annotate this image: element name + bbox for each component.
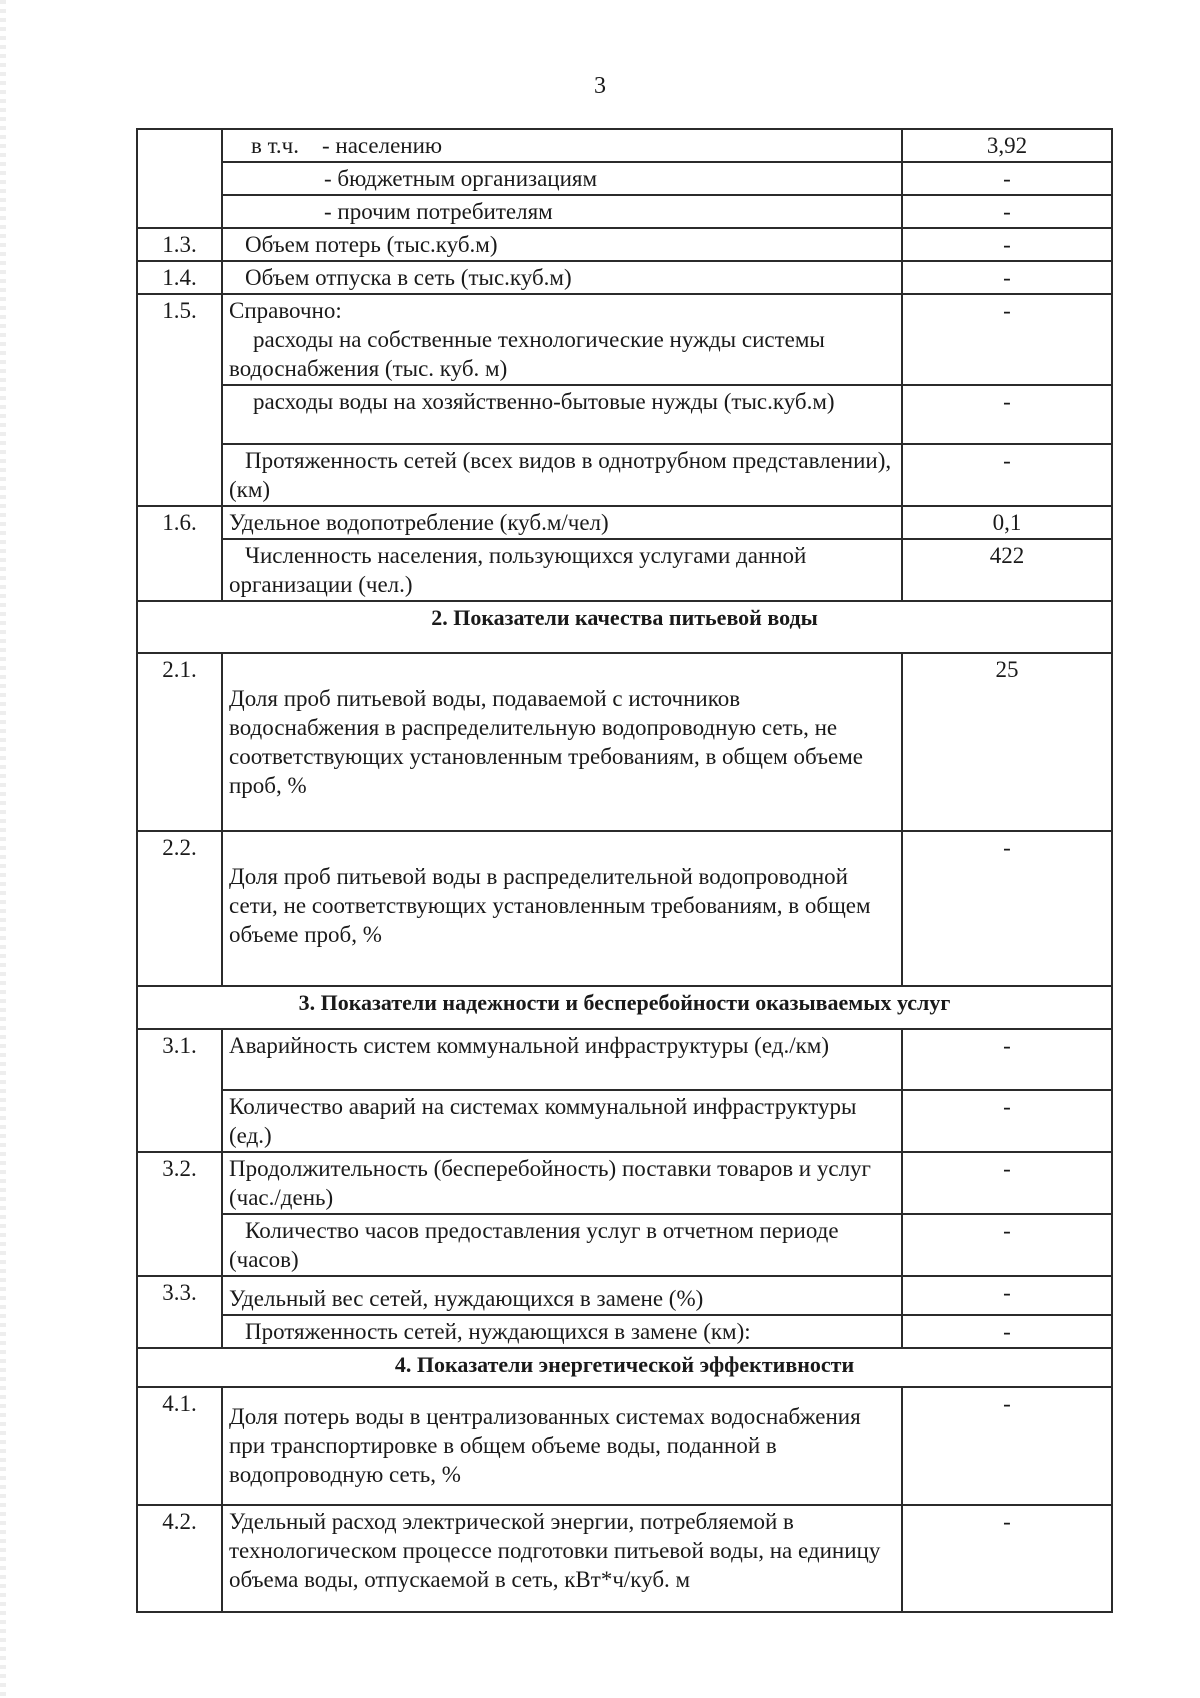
row-label: Доля потерь воды в централизованных системах водоснабжения при транспортировке в общем объеме воды, поданной в водопроводную сеть, %: [222, 1387, 902, 1505]
table-row: [137, 506, 1112, 539]
row-label: [222, 129, 902, 162]
row-number: 3.2.: [137, 1152, 222, 1276]
accident-rate-value: -: [902, 1029, 1112, 1090]
row-label: Аварийность систем коммунальной инфраструктуры (ед./км): [222, 1029, 902, 1090]
row-number: 1.3.: [137, 228, 222, 261]
supply-value: -: [902, 261, 1112, 294]
consumption-value: 0,1: [902, 506, 1112, 539]
replacement-length-value: -: [902, 1315, 1112, 1348]
row-label: [222, 444, 902, 506]
table-row: [137, 228, 1112, 261]
table-row: [137, 444, 1112, 506]
losses-value: -: [902, 228, 1112, 261]
table-row: [137, 1315, 1112, 1348]
population-count-value: 422: [902, 539, 1112, 601]
population-value: 3,92: [902, 129, 1112, 162]
table-row: [137, 1214, 1112, 1276]
row-label: [222, 195, 902, 228]
table-row: [137, 1505, 1112, 1612]
budget-label: - бюджетным организациям: [324, 166, 598, 191]
household-needs-value: -: [902, 385, 1112, 444]
row-number: 1.4.: [137, 261, 222, 294]
supply-label: Объем отпуска в сеть (тыс.куб.м): [245, 265, 572, 290]
replacement-length-label: Протяженность сетей, нуждающихся в замене (км):: [245, 1319, 751, 1344]
table-row: [137, 195, 1112, 228]
row-number: 4.1.: [137, 1387, 222, 1505]
row-label: Продолжительность (бесперебойность) поставки товаров и услуг (час./день): [222, 1152, 902, 1214]
table-row: [137, 539, 1112, 601]
household-needs-label: расходы воды на хозяйственно-бытовые нужды (тыс.куб.м): [253, 389, 835, 414]
replacement-share-value: -: [902, 1276, 1112, 1315]
row-label: Удельное водопотребление (куб.м/чел): [222, 506, 902, 539]
network-sample-share-value: -: [902, 831, 1112, 986]
section-header-row: [137, 1348, 1112, 1387]
network-length-label: Протяженность сетей (всех видов в однотрубном представлении), (км): [229, 448, 892, 502]
losses-label: Объем потерь (тыс.куб.м): [245, 232, 498, 257]
service-hours-value: -: [902, 1214, 1112, 1276]
table-row: [137, 261, 1112, 294]
row-number: 4.2.: [137, 1505, 222, 1612]
section-3-title: 3. Показатели надежности и бесперебойности оказываемых услуг: [137, 986, 1112, 1029]
reference-heading: Справочно:: [229, 298, 342, 323]
row-label: Количество аварий на системах коммунальной инфраструктуры (ед.): [222, 1090, 902, 1152]
table-row: [137, 385, 1112, 444]
table-row: [137, 1029, 1112, 1090]
row-label: Доля проб питьевой воды в распределительной водопроводной сети, не соответствующих установленным требованиям, в общем объеме проб, %: [222, 831, 902, 986]
row-label: [222, 539, 902, 601]
tech-needs-label: расходы на собственные технологические нужды системы водоснабжения (тыс. куб. м): [229, 327, 825, 381]
service-hours-label: Количество часов предоставления услуг в отчетном периоде (часов): [229, 1218, 839, 1272]
row-label: Удельный вес сетей, нуждающихся в замене (%): [222, 1276, 902, 1315]
population-count-label: Численность населения, пользующихся услугами данной организации (чел.): [229, 543, 807, 597]
table-row: [137, 129, 1112, 162]
row-label: [222, 294, 902, 385]
other-label: - прочим потребителям: [324, 199, 553, 224]
row-number: 3.3.: [137, 1276, 222, 1348]
population-label: - населению: [322, 133, 443, 158]
other-value: -: [902, 195, 1112, 228]
section-header-row: [137, 601, 1112, 653]
table-row: [137, 1152, 1112, 1214]
sample-share-value: 25: [902, 653, 1112, 831]
indicators-table: [136, 128, 1113, 1613]
prefix-text: в т.ч.: [251, 133, 299, 158]
row-number: 2.2.: [137, 831, 222, 986]
page-number: 3: [594, 73, 606, 99]
table-row: [137, 1387, 1112, 1505]
row-label: [222, 261, 902, 294]
table-row: [137, 831, 1112, 986]
row-number: 3.1.: [137, 1029, 222, 1152]
table-row: [137, 653, 1112, 831]
accident-count-value: -: [902, 1090, 1112, 1152]
row-label: [222, 162, 902, 195]
row-label: [222, 385, 902, 444]
table-row: [137, 1090, 1112, 1152]
section-2-title: 2. Показатели качества питьевой воды: [137, 601, 1112, 653]
water-loss-value: -: [902, 1387, 1112, 1505]
table-row: [137, 162, 1112, 195]
tech-needs-value: -: [902, 294, 1112, 385]
energy-rate-value: -: [902, 1505, 1112, 1612]
section-header-row: [137, 986, 1112, 1029]
network-length-value: -: [902, 444, 1112, 506]
continuity-value: -: [902, 1152, 1112, 1214]
row-number: 1.5.: [137, 294, 222, 506]
row-number: 2.1.: [137, 653, 222, 831]
row-number: 1.6.: [137, 506, 222, 601]
row-label: [222, 228, 902, 261]
table-row: [137, 294, 1112, 385]
budget-value: -: [902, 162, 1112, 195]
row-label: [222, 1214, 902, 1276]
row-label: [222, 1315, 902, 1348]
table-row: [137, 1276, 1112, 1315]
section-4-title: 4. Показатели энергетической эффективности: [137, 1348, 1112, 1387]
row-number-cell: [137, 129, 222, 228]
row-label: Доля проб питьевой воды, подаваемой с источников водоснабжения в распределительную водопроводную сеть, не соответствующих установленным требованиям, в общем объеме проб, %: [222, 653, 902, 831]
row-label: Удельный расход электрической энергии, потребляемой в технологическом процессе подготовки питьевой воды, на единицу объема воды, отпускаемой в сеть, кВт*ч/куб. м: [222, 1505, 902, 1612]
scan-edge-artifact: [0, 0, 6, 1698]
